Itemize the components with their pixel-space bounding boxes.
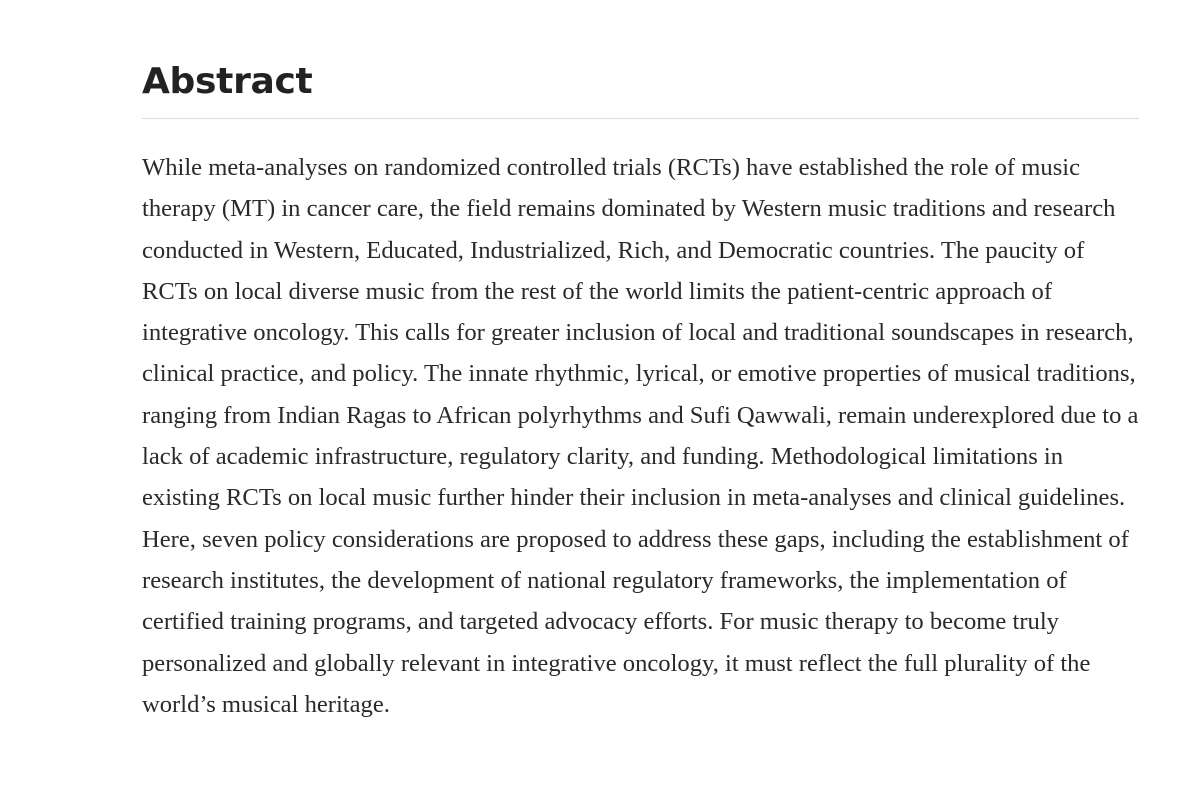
abstract-section <box>142 58 1139 725</box>
abstract-body: While meta-analyses on randomized controlled trials (RCTs) have established the role of music therapy (MT) in cancer care, the field remains dominated by Western music traditions and research conducted in Western, Educated, Industrialized, Rich, and Democratic countries. The paucity of RCTs on local diverse music from the rest of the world limits the patient-centric approach of integrative oncology. This calls for greater inclusion of local and traditional soundscapes in research, clinical practice, and policy. The innate rhythmic, lyrical, or emotive properties of musical traditions, ranging from Indian Ragas to African polyrhythms and Sufi Qawwali, remain underexplored due to a lack of academic infrastructure, regulatory clarity, and funding. Methodological limitations in existing RCTs on local music further hinder their inclusion in meta-analyses and clinical guidelines. Here, seven policy considerations are proposed to address these gaps, including the establishment of research institutes, the development of national regulatory frameworks, the implementation of certified training programs, and targeted advocacy efforts. For music therapy to become truly personalized and globally relevant in integrative oncology, it must reflect the full plurality of the world’s musical heritage. <box>142 154 1139 718</box>
heading-divider <box>142 118 1139 119</box>
abstract-heading: Abstract <box>142 61 313 102</box>
